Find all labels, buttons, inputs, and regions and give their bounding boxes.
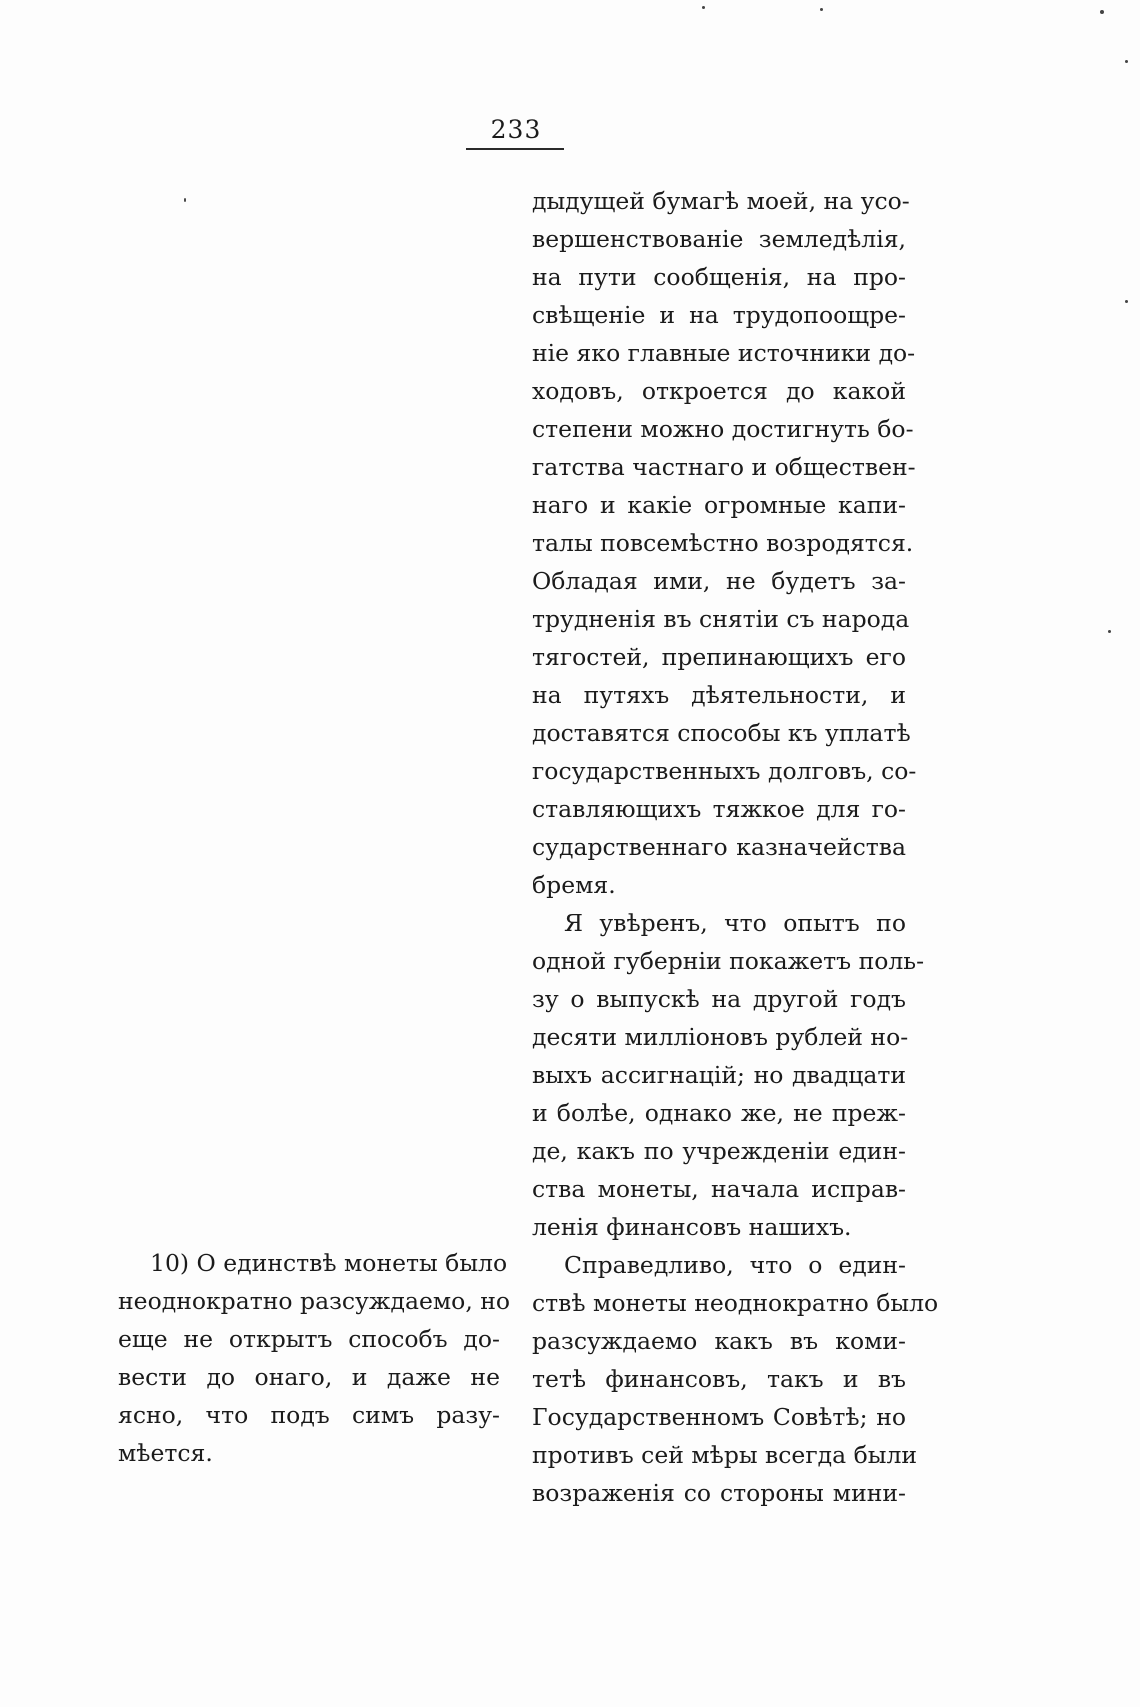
scan-speck — [1125, 300, 1128, 303]
text-line: ствѣ монеты неоднократно было — [532, 1289, 939, 1317]
text-line: ставляющихъ тяжкое для го- — [532, 795, 906, 823]
page-number-rule — [466, 148, 564, 150]
text-line: на путяхъ дѣятельности, и — [532, 681, 906, 709]
text-line: десяти милліоновъ рублей но- — [532, 1023, 909, 1051]
paragraph — [118, 1244, 511, 1472]
text-line: Обладая ими, не будетъ за- — [532, 567, 906, 595]
text-line: противъ сей мѣры всегда были — [532, 1441, 918, 1469]
text-line: ніе яко главные источники до- — [532, 339, 916, 367]
text-line: ясно, что подъ симъ разу- — [118, 1401, 500, 1429]
text-line: сударственнаго казначейства — [532, 833, 906, 861]
text-line: выхъ ассигнацій; но двадцати — [532, 1061, 906, 1089]
text-line: тетѣ финансовъ, такъ и въ — [532, 1365, 906, 1393]
scan-speck — [820, 8, 823, 11]
text-line: вести до онаго, и даже не — [118, 1363, 500, 1391]
text-line: трудненія въ снятіи съ народа — [532, 605, 910, 633]
text-line: Справедливо, что о един- — [564, 1251, 906, 1279]
text-line: вершенствованіе земледѣлія, — [532, 225, 906, 253]
text-line: на пути сообщенія, на про- — [532, 263, 906, 291]
text-line: талы повсемѣстно возродятся. — [532, 529, 914, 557]
text-line: доставятся способы къ уплатѣ — [532, 719, 911, 747]
text-line: еще не открытъ способъ до- — [118, 1325, 500, 1353]
text-line: возраженія со стороны мини- — [532, 1479, 906, 1507]
text-line: степени можно достигнуть бо- — [532, 415, 914, 443]
right-column — [532, 182, 939, 1512]
text-line: зу о выпускѣ на другой годъ — [532, 985, 906, 1013]
text-line: Я увѣренъ, что опытъ по — [564, 909, 906, 937]
text-line: 10) О единствѣ монеты было — [150, 1249, 508, 1277]
text-line: де, какъ по учрежденіи един- — [532, 1137, 906, 1165]
paragraph — [532, 182, 917, 904]
text-line: ленія финансовъ нашихъ. — [532, 1213, 852, 1241]
scan-speck — [1125, 60, 1128, 63]
text-line: ства монеты, начала исправ- — [532, 1175, 906, 1203]
text-line: Государственномъ Совѣтѣ; но — [532, 1403, 906, 1431]
text-line: одной губерніи покажетъ поль- — [532, 947, 925, 975]
text-line: гатства частнаго и обществен- — [532, 453, 916, 481]
paragraph — [532, 1246, 939, 1512]
scan-speck — [1100, 10, 1104, 14]
text-line: тягостей, препинающихъ его — [532, 643, 906, 671]
scan-speck — [1108, 630, 1111, 633]
scan-speck — [184, 198, 186, 202]
text-line: свѣщеніе и на трудопоощре- — [532, 301, 906, 329]
text-line: неоднократно разсуждаемо, но — [118, 1287, 511, 1315]
text-line: дыдущей бумагѣ моей, на усо- — [532, 187, 910, 215]
text-line: ходовъ, откроется до какой — [532, 377, 906, 405]
text-line: и болѣе, однако же, не преж- — [532, 1099, 906, 1127]
text-line: государственныхъ долговъ, со- — [532, 757, 917, 785]
page-number: 233 — [490, 115, 542, 144]
text-line: бремя. — [532, 871, 616, 899]
paragraph — [532, 904, 925, 1246]
text-line: разсуждаемо какъ въ коми- — [532, 1327, 906, 1355]
text-line: мѣется. — [118, 1439, 213, 1467]
left-column-margin-note — [118, 1244, 511, 1472]
text-line: наго и какіе огромные капи- — [532, 491, 906, 519]
scan-speck — [702, 6, 705, 9]
